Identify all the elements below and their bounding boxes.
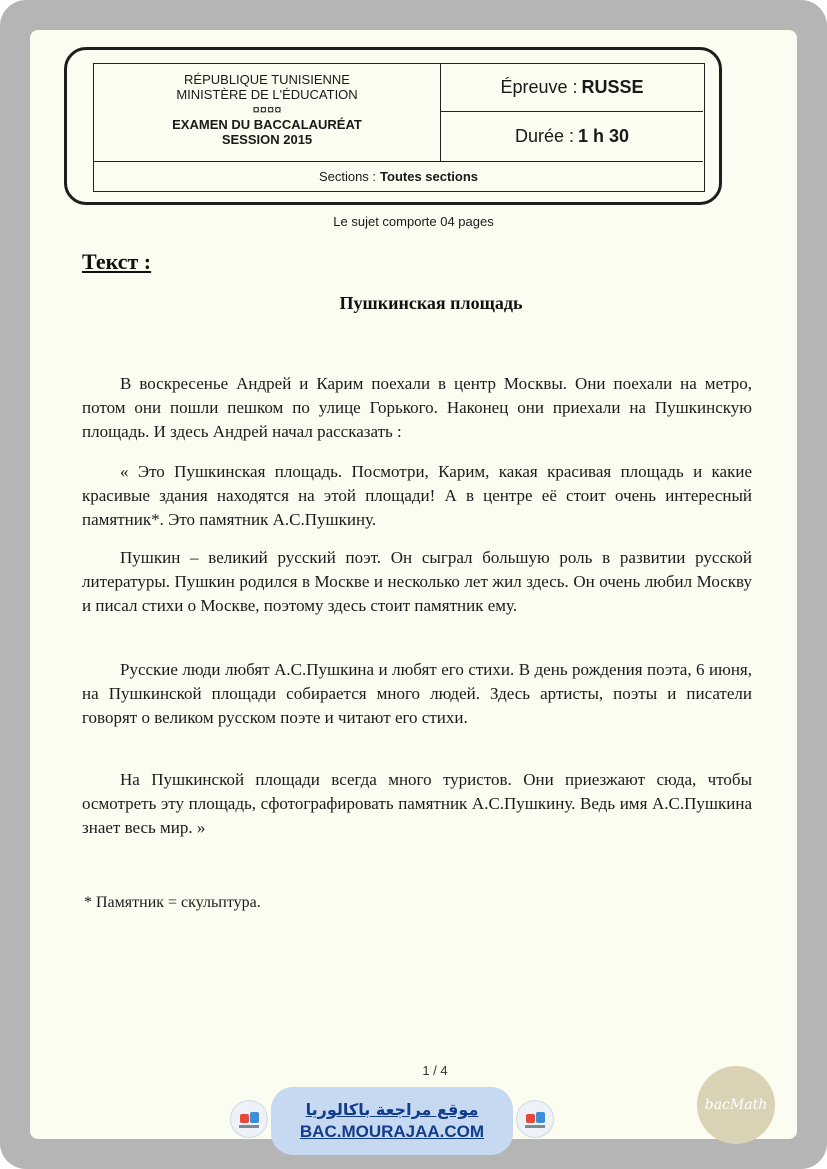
subject-cell (441, 64, 703, 112)
paragraph-2: « Это Пушкинская площадь. Посмотри, Карим, какая красивая площадь и какие красивые здания находятся на этой площади! А в центре её стоит очень интересный памятник*. Это памятник А.С.Пушкину. (82, 462, 752, 529)
site-logo-icon (230, 1100, 268, 1138)
subject-value: RUSSE (581, 77, 644, 97)
duration-value: 1 h 30 (578, 126, 630, 146)
sections-value: Toutes sections (380, 168, 479, 184)
banner-url-link[interactable]: BAC.MOURAJAA.COM (299, 1122, 485, 1141)
exam-name: EXAMEN DU BACCALAURÉAT (172, 117, 362, 132)
country: RÉPUBLIQUE TUNISIENNE (184, 72, 350, 87)
site-logo-icon (516, 1100, 554, 1138)
banner-arabic-text: موقع مراجعة باكالوريا (305, 1100, 479, 1119)
site-banner[interactable] (271, 1087, 513, 1155)
sections-label: Sections : (318, 168, 377, 184)
section-label: Текст : (82, 249, 152, 274)
footnote: * Памятник = скульптура. (84, 894, 261, 911)
text-title: Пушкинская площадь (339, 293, 523, 313)
paragraph-3: Пушкин – великий русский поэт. Он сыграл большую роль в развитии русской литературы. Пушкин родился в Москве и несколько лет жил здесь. Он очень любил Москву и писал стихи о Москве, поэтому здесь стоит памятник ему. (82, 548, 752, 615)
bacmath-watermark-logo: bacMath (697, 1066, 775, 1144)
pages-note: Le sujet comporte 04 pages (333, 214, 494, 229)
exam-header (93, 63, 705, 192)
paragraph-5: На Пушкинской площади всегда много туристов. Они приезжают сюда, чтобы осмотреть эту площадь, сфотографировать памятник А.С.Пушкину. Ведь имя А.С.Пушкина знает весь мир. » (82, 770, 752, 837)
institution-block (94, 64, 441, 161)
ministry: MINISTÈRE DE L'ÉDUCATION (176, 87, 358, 102)
separator: ¤¤¤¤ (252, 102, 282, 117)
subject-label: Épreuve : (500, 77, 578, 97)
sections-cell (94, 161, 703, 190)
exam-session: SESSION 2015 (221, 132, 313, 147)
paragraph-4: Русские люди любят А.С.Пушкина и любят его стихи. В день рождения поэта, 6 июня, на Пушкинской площади собирается много людей. Здесь артисты, поэты и писатели говорят о великом русском поэте и читают его стихи. (82, 660, 752, 727)
page-number: 1 / 4 (422, 1063, 448, 1078)
duration-label: Durée : (514, 126, 574, 146)
duration-cell (441, 112, 703, 161)
paragraph-1: В воскресенье Андрей и Карим поехали в центр Москвы. Они поехали на метро, потом они пошли пешком по улице Горького. Наконец они приехали на Пушкинскую площадь. И здесь Андрей начал рассказать : (82, 374, 752, 441)
